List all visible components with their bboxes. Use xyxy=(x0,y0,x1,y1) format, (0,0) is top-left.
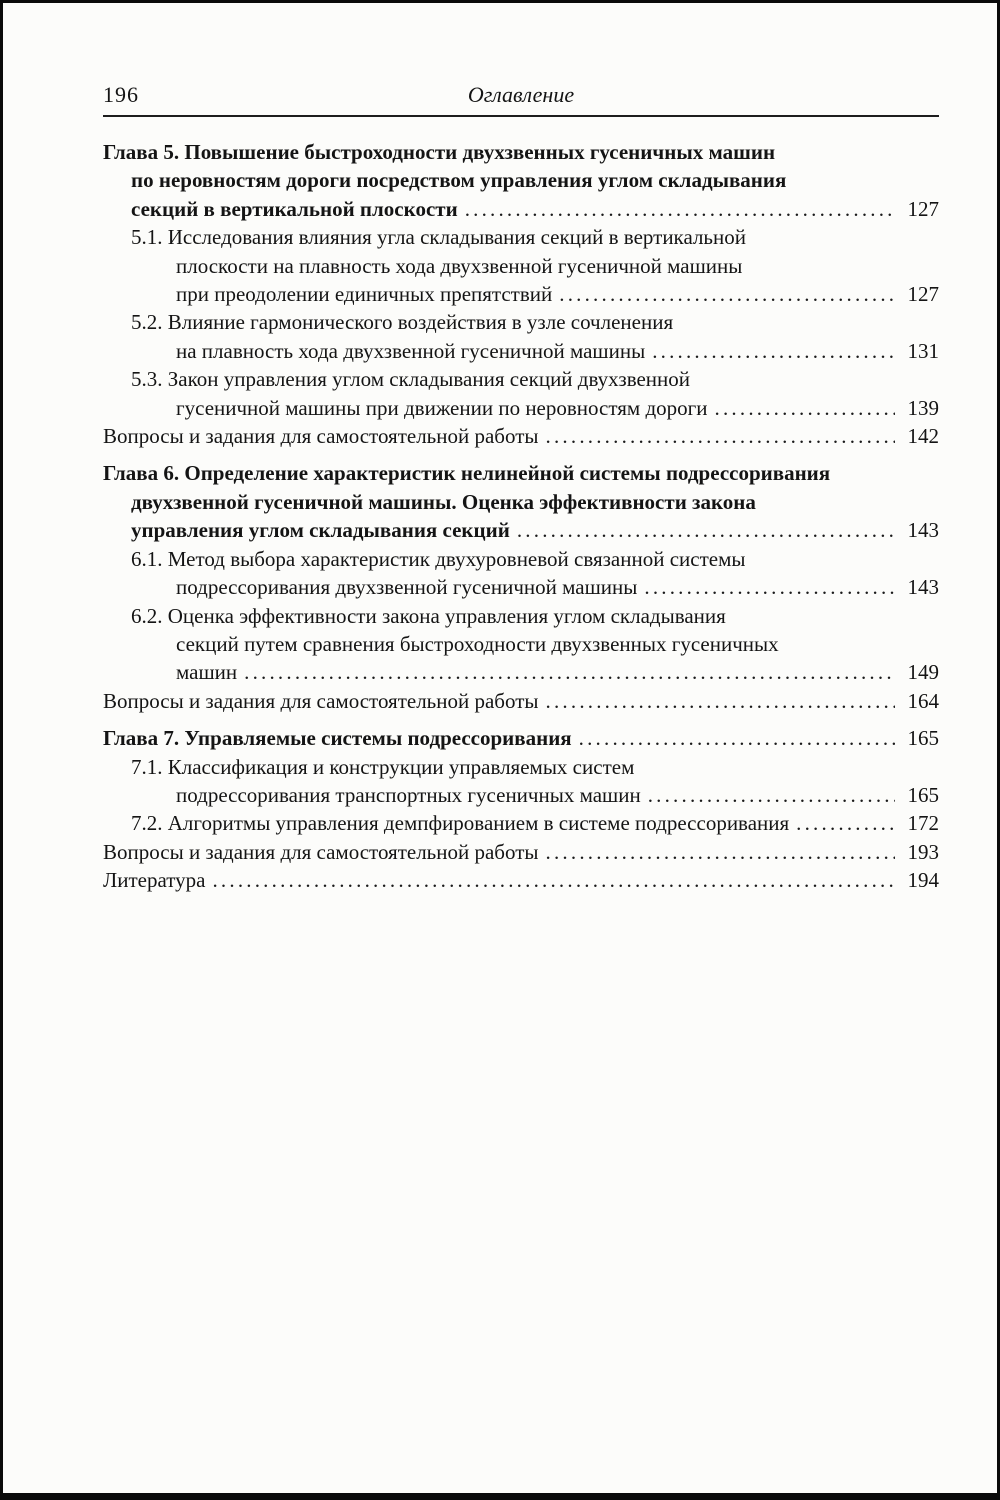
toc-line-text: Вопросы и задания для самостоятельной работы xyxy=(103,424,539,449)
toc-line xyxy=(103,138,939,166)
dot-leader xyxy=(517,516,895,544)
toc-line-text: при преодолении единичных препятствий xyxy=(176,282,553,307)
toc-entry xyxy=(103,602,939,687)
toc-line xyxy=(103,195,939,223)
toc-line-text: Вопросы и задания для самостоятельной работы xyxy=(103,688,539,713)
dot-leader xyxy=(546,838,895,866)
toc-line xyxy=(103,838,939,866)
dot-leader xyxy=(652,337,895,365)
page-content xyxy=(3,3,997,895)
header-page-number: 196 xyxy=(103,82,139,107)
toc-line-text: Глава 5. Повышение быстроходности двухзвенных гусеничных машин xyxy=(103,140,776,164)
toc-line xyxy=(103,781,939,809)
toc-page-number: 149 xyxy=(907,660,939,685)
toc-line-text: Литература xyxy=(103,868,206,893)
toc-line xyxy=(103,365,939,393)
table-of-contents xyxy=(103,138,939,895)
toc-line xyxy=(103,422,939,450)
dot-leader xyxy=(212,866,895,894)
toc-entry xyxy=(103,308,939,365)
toc-page-number: 165 xyxy=(907,782,939,807)
toc-line-text: плоскости на плавность хода двухзвенной гусеничной машины xyxy=(176,253,743,278)
dot-leader xyxy=(244,658,895,686)
page-header xyxy=(103,81,939,117)
toc-line xyxy=(103,809,939,837)
toc-line xyxy=(103,252,939,280)
toc-line xyxy=(103,630,939,658)
toc-line xyxy=(103,308,939,336)
toc-line-text: Вопросы и задания для самостоятельной работы xyxy=(103,839,539,864)
toc-page-number: 127 xyxy=(907,282,939,307)
toc-line-text: подрессоривания транспортных гусеничных машин xyxy=(176,782,641,807)
toc-line xyxy=(103,602,939,630)
toc-line xyxy=(103,337,939,365)
toc-entry xyxy=(103,838,939,866)
dot-leader xyxy=(644,573,895,601)
toc-line-text: 5.1. Исследования влияния угла складывания секций в вертикальной xyxy=(131,225,746,250)
toc-line xyxy=(103,658,939,686)
toc-line-text: гусеничной машины при движении по неровностям дороги xyxy=(176,395,708,420)
dot-leader xyxy=(796,809,895,837)
toc-entry xyxy=(103,724,939,752)
toc-line xyxy=(103,394,939,422)
toc-page-number: 131 xyxy=(907,338,939,363)
toc-line xyxy=(103,724,939,752)
toc-line-text: 6.2. Оценка эффективности закона управления углом складывания xyxy=(131,603,726,628)
toc-line-text: 5.3. Закон управления углом складывания секций двухзвенной xyxy=(131,367,691,392)
toc-line-text: 6.1. Метод выбора характеристик двухуровневой связанной системы xyxy=(131,546,746,571)
toc-line xyxy=(103,753,939,781)
toc-page-number: 164 xyxy=(907,688,939,713)
toc-entry xyxy=(103,753,939,810)
toc-entry xyxy=(103,809,939,837)
toc-line-text: двухзвенной гусеничной машины. Оценка эффективности закона xyxy=(131,489,756,514)
dot-leader xyxy=(465,195,895,223)
toc-page-number: 172 xyxy=(907,811,939,836)
dot-leader xyxy=(546,687,895,715)
toc-line-text: подрессоривания двухзвенной гусеничной машины xyxy=(176,575,638,600)
toc-line-text: машин xyxy=(176,660,238,685)
dot-leader xyxy=(579,724,895,752)
toc-line-text: на плавность хода двухзвенной гусеничной машины xyxy=(176,338,646,363)
toc-entry xyxy=(103,365,939,422)
toc-line-text: секций путем сравнения быстроходности двухзвенных гусеничных xyxy=(176,631,779,656)
toc-line xyxy=(103,223,939,251)
toc-line-text: управления углом складывания секций xyxy=(131,518,510,543)
header-title: Оглавление xyxy=(467,82,575,107)
toc-page-number: 143 xyxy=(907,575,939,600)
toc-line xyxy=(103,545,939,573)
toc-line-text: секций в вертикальной плоскости xyxy=(131,196,458,221)
toc-line-text: 7.1. Классификация и конструкции управляемых систем xyxy=(131,754,635,779)
toc-page-number: 142 xyxy=(907,424,939,449)
toc-line-text: 5.2. Влияние гармонического воздействия в узле сочленения xyxy=(131,310,674,335)
toc-line xyxy=(103,459,939,487)
toc-entry xyxy=(103,138,939,223)
toc-line xyxy=(103,166,939,194)
toc-line xyxy=(103,573,939,601)
dot-leader xyxy=(715,394,895,422)
toc-line xyxy=(103,488,939,516)
toc-page-number: 194 xyxy=(907,868,939,893)
toc-line-text: Глава 6. Определение характеристик нелинейной системы подрессоривания xyxy=(103,461,831,486)
toc-entry xyxy=(103,545,939,602)
toc-line xyxy=(103,516,939,544)
toc-entry xyxy=(103,422,939,450)
dot-leader xyxy=(648,781,895,809)
dot-leader xyxy=(559,280,895,308)
toc-page-number: 193 xyxy=(907,839,939,864)
toc-entry xyxy=(103,866,939,894)
dot-leader xyxy=(546,422,895,450)
toc-entry xyxy=(103,223,939,308)
toc-line-text: Глава 7. Управляемые системы подрессоривания xyxy=(103,726,572,751)
toc-page-number: 143 xyxy=(907,518,939,543)
toc-page-number: 127 xyxy=(907,196,939,221)
toc-entry xyxy=(103,687,939,715)
toc-line-text: по неровностям дороги посредством управления углом складывания xyxy=(131,168,787,193)
toc-line xyxy=(103,280,939,308)
toc-page-number: 165 xyxy=(907,726,939,751)
toc-entry xyxy=(103,459,939,544)
toc-line-text: 7.2. Алгоритмы управления демпфированием в системе подрессоривания xyxy=(131,811,790,836)
toc-line xyxy=(103,687,939,715)
toc-page-number: 139 xyxy=(907,395,939,420)
toc-line xyxy=(103,866,939,894)
